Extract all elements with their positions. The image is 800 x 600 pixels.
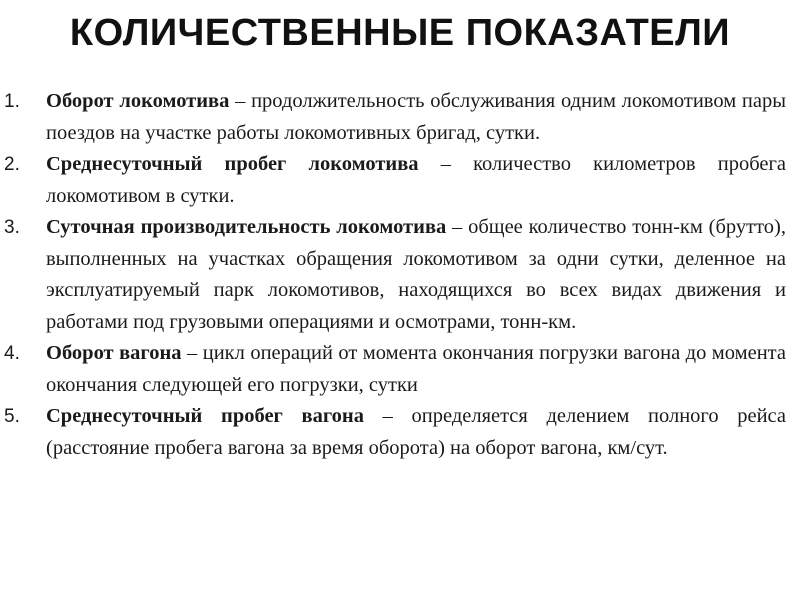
list-item-definition: – определяется делением полного рейса (расстояние пробега вагона за время оборота) на оборот вагона, км/сут.	[46, 405, 786, 459]
list-item-definition: – количество километров пробега локомотивом в сутки.	[46, 153, 786, 207]
list-item-term: Суточная производительность локомотива	[46, 216, 447, 238]
page-title: КОЛИЧЕСТВЕННЫЕ ПОКАЗАТЕЛИ	[69, 12, 731, 54]
list-item-term: Оборот вагона	[46, 342, 182, 364]
list-item-definition: – цикл операций от момента окончания погрузки вагона до момента окончания следующей его погрузки, сутки	[46, 342, 786, 396]
list-item	[0, 86, 800, 149]
list-item-definition: – продолжительность обслуживания одним локомотивом пары поездов на участке работы локомотивных бригад, сутки.	[46, 90, 786, 144]
list-item-number: 4.	[4, 343, 20, 364]
list-item-term: Среднесуточный пробег локомотива	[46, 153, 419, 175]
list-item-definition: – общее количество тонн-км (брутто), выполненных на участках обращения локомотивом за одни сутки, деленное на эксплуатируемый парк локомотивов, находящихся во всех видах движения и работами под грузовыми операциями и осмотрами, тонн-км.	[46, 216, 786, 333]
indicator-list	[0, 86, 800, 464]
list-item-number: 2.	[4, 154, 20, 175]
list-item	[0, 212, 800, 338]
list-item	[0, 149, 800, 212]
list-item	[0, 338, 800, 401]
list-item-number: 1.	[4, 91, 20, 112]
list-item-term: Среднесуточный пробег вагона	[46, 405, 364, 427]
list-item-number: 3.	[4, 217, 20, 238]
list-item-number: 5.	[4, 406, 20, 427]
list-item	[0, 401, 800, 464]
list-item-term: Оборот локомотива	[46, 90, 230, 112]
